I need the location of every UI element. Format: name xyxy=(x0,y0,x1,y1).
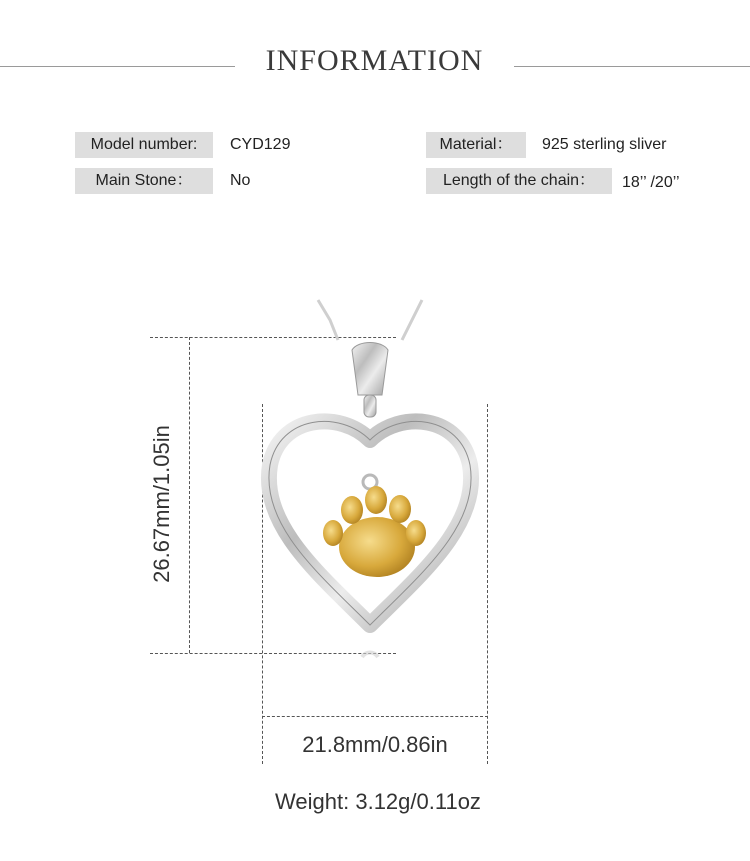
bail xyxy=(352,343,388,396)
weight-label: Weight: 3.12g/0.11oz xyxy=(275,789,481,814)
height-dimension-label: 26.67mm/1.05in xyxy=(149,425,174,583)
chain xyxy=(318,300,422,340)
heart-paw-pendant-icon xyxy=(230,285,490,675)
header-divider-left xyxy=(0,66,235,67)
model-number-value: CYD129 xyxy=(230,136,291,153)
height-dimension xyxy=(148,420,176,588)
material-value: 925 sterling sliver xyxy=(542,136,667,153)
width-measure-line xyxy=(262,716,488,717)
chain-length-value: 18’’ /20’’ xyxy=(622,174,680,191)
main-stone-label: Main Stone： xyxy=(75,168,213,194)
width-dimension-label: 21.8mm/0.86in xyxy=(302,732,448,757)
chain-length-label: Length of the chain： xyxy=(426,168,612,194)
model-number-label: Model number: xyxy=(75,132,213,158)
header-divider-right xyxy=(514,66,750,67)
height-measure-line xyxy=(189,337,190,653)
main-stone-value: No xyxy=(230,172,251,189)
page-title: INFORMATION xyxy=(265,44,484,77)
paw-charm xyxy=(323,486,426,577)
material-label: Material： xyxy=(426,132,526,158)
